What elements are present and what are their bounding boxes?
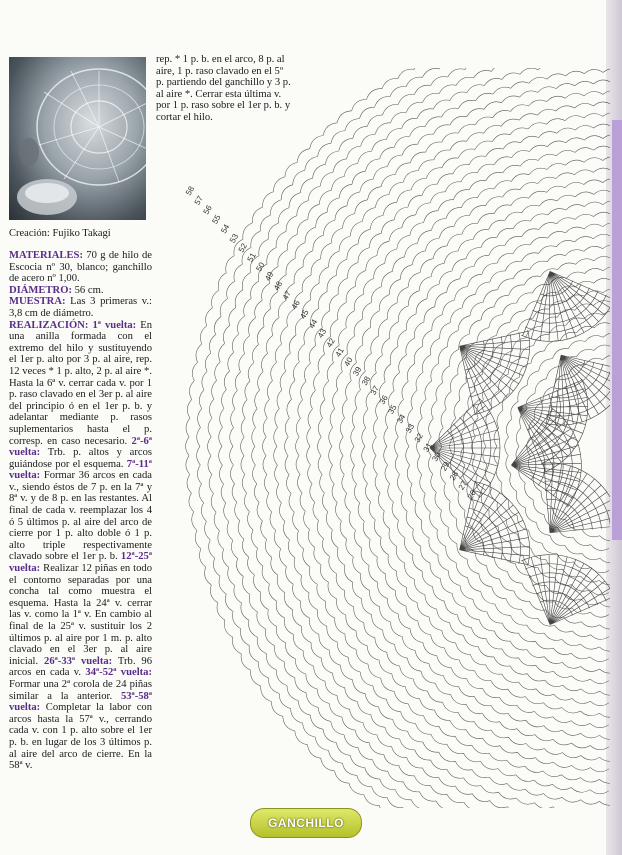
round-number-53: 53 — [227, 232, 241, 245]
materials-paragraph — [9, 250, 152, 285]
rounds-34-52-label: 34ª-52ª vuelta: — [85, 667, 152, 679]
round-number-56: 56 — [201, 203, 214, 216]
round-number-36: 36 — [377, 393, 390, 406]
round-number-43: 43 — [315, 327, 329, 340]
round-number-32: 32 — [412, 431, 425, 444]
round-number-51: 51 — [245, 251, 258, 264]
round-number-57: 57 — [192, 194, 205, 207]
rounds-12-25-text: Realizar 12 piñas en todo el contorno separadas por una concha tal como muestra el esquema. Hasta la 24ª v. cerrar las v. como la 1ª v. En cambio al final de la 25ª v. sustituir los 2 últimos p. al aire por 1 m. p. alto clavado en el 3er p. al aire inicial. — [9, 563, 152, 667]
rounds-53-58-text: Completar la labor con arcos hasta la 57ª v., cerrando cada v. con 1 p. alto sobre el 1er p. b. en lugar de los 3 últimos p. al aire del arco de cierre. En la 58ª v. — [9, 702, 152, 772]
materials-label: MATERIALES: — [9, 250, 83, 261]
doily-photo — [9, 57, 146, 220]
rounds-12-25-label: 12ª-25ª vuelta: — [9, 551, 152, 575]
realization-text: En una anilla formada con el extremo del hilo y sustituyendo el 1er p. alto por 3 p. al aire, rep. 12 veces * 1 p. alto, 2 p. al aire *. Hasta la 6ª v. cerrar cada v. por 1 p. raso clavado en el 3er p. al aire del principio ó en el 1er p. b. y adelantar mediante p. rasos suplementarios hasta el p. corresp. en caso necesario. — [9, 319, 153, 447]
credit-text: Creación: Fujiko Takagi — [9, 228, 111, 239]
round-number-55: 55 — [210, 213, 223, 226]
round-number-52: 52 — [236, 241, 249, 254]
chart-mesh — [183, 68, 610, 808]
rounds-2-6-label: 2ª-6ª vuelta: — [9, 435, 152, 459]
realization-label: REALIZACIÓN: 1ª vuelta: — [9, 319, 137, 331]
diameter-paragraph — [9, 285, 152, 297]
round-number-28: 28 — [447, 469, 461, 482]
logo-text: GANCHILLO — [268, 816, 344, 830]
round-number-29: 29 — [439, 460, 452, 473]
round-number-31: 31 — [421, 441, 434, 454]
crochet-chart — [150, 68, 610, 808]
round-number-27: 27 — [456, 479, 469, 492]
round-number-41: 41 — [333, 346, 346, 359]
round-number-35: 35 — [386, 403, 399, 416]
instructions-column — [9, 250, 152, 772]
round-number-39: 39 — [351, 365, 364, 378]
round-number-46: 46 — [289, 298, 302, 311]
round-number-48: 48 — [271, 279, 285, 292]
rounds-26-33-label: 26ª-33ª vuelta: — [44, 655, 113, 667]
round-number-30: 30 — [430, 450, 443, 463]
round-number-37: 37 — [368, 384, 381, 397]
round-number-49: 49 — [263, 270, 276, 283]
sample-text: Las 3 primeras v.: 3,8 cm de diámetro. — [9, 296, 152, 319]
diameter-label: DIÁMETRO: — [9, 284, 72, 296]
sample-paragraph — [9, 296, 152, 319]
round-number-47: 47 — [280, 289, 293, 302]
round-number-38: 38 — [359, 374, 373, 387]
materials-text: 70 g de hilo de Escocia nº 30, blanco; ganchillo de acero nº 1,00. — [9, 250, 152, 285]
rounds-7-11-text: Formar 36 arcos en cada v., siendo éstos de 7 p. en la 7ª y 8ª v. y de 8 p. en las restantes. Al final de cada v. reemplazar los 4 ó 5 últimos p. al aire del arco de cierre por 1 p. alto doble ó 1 p. alto triple respectivamente clavado sobre el 1er p. b. — [9, 470, 152, 563]
sample-label: MUESTRA: — [9, 296, 66, 308]
round-number-50: 50 — [254, 260, 267, 273]
continuation-text: rep. * 1 p. b. en el arco, 8 p. al aire, 1 p. raso clavado en el 5º p. partiendo del ganchillo y 3 p. al aire *. Cerrar esta última v. por 1 p. raso sobre el 1er p. b. y cortar el hilo. — [156, 54, 291, 123]
round-number-42: 42 — [324, 336, 337, 349]
rounds-7-11-label: 7ª-11ª vuelta: — [9, 458, 152, 482]
round-number-26: 26 — [465, 488, 478, 501]
rounds-26-33-text: Trb. 96 arcos en cada v. — [9, 655, 152, 679]
realization-paragraph — [9, 320, 152, 772]
round-number-44: 44 — [307, 317, 320, 330]
rounds-53-58-label: 53ª-58ª vuelta: — [9, 690, 153, 714]
round-number-33: 33 — [403, 422, 417, 435]
round-number-45: 45 — [298, 308, 311, 321]
round-number-58: 58 — [183, 184, 197, 197]
rounds-34-52-text: Formar una 2ª corola de 24 piñas similar a la anterior. — [9, 678, 152, 702]
round-number-54: 54 — [219, 222, 232, 235]
rounds-2-6-text: Trb. p. altos y arcos guiándose por el esquema. — [9, 447, 152, 470]
diameter-text: 56 cm. — [71, 284, 104, 296]
ganchillo-logo — [250, 808, 362, 838]
round-number-34: 34 — [395, 412, 408, 425]
page-edge-tab — [612, 120, 622, 540]
round-number-40: 40 — [342, 355, 355, 368]
